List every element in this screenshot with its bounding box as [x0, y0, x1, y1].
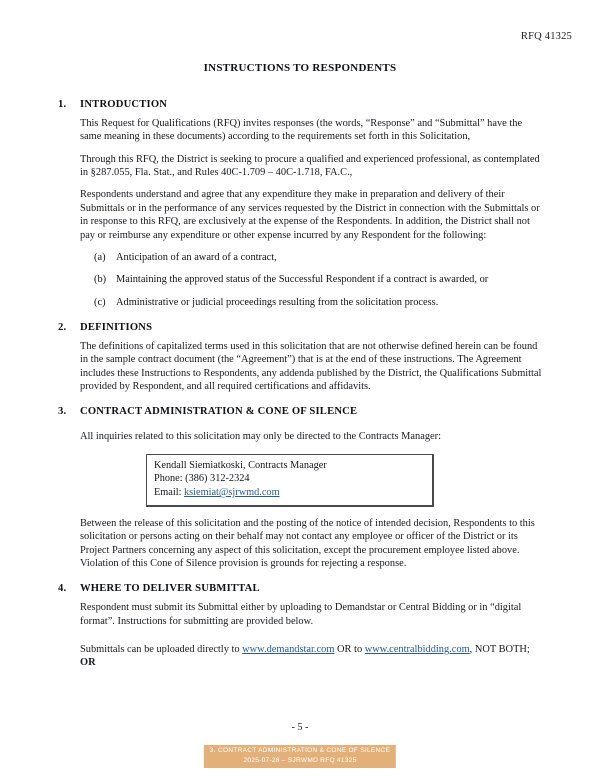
- section-contract-administration: [58, 406, 546, 570]
- section-title: WHERE TO DELIVER SUBMITTAL: [80, 583, 260, 595]
- section-number: 3.: [58, 406, 67, 418]
- upload-bold-tail: OR: [80, 657, 96, 669]
- list-item: [94, 273, 546, 286]
- list-marker: (a): [94, 251, 106, 263]
- upload-instructions: [80, 643, 546, 670]
- lettered-list: [58, 251, 546, 309]
- section-title: CONTRACT ADMINISTRATION & CONE OF SILENCE: [80, 406, 358, 418]
- contact-email-label: Email:: [154, 487, 185, 499]
- paragraph: All inquiries related to this solicitation may only be directed to the Contracts Manager:: [80, 431, 441, 443]
- paragraph: Between the release of this solicitation and the posting of the notice of intended decision, Respondents to this solicitation or persons acting on their behalf may not contact any employee or officer of the District or its Project Partners concerning any aspect of this solicitation, except the procurement employee listed above. Violation of this Cone of Silence provision is grounds for rejecting a response.: [80, 517, 535, 569]
- section-number: 4.: [58, 583, 67, 595]
- list-item-label: Administrative or judicial proceedings resulting from the solicitation process.: [116, 296, 439, 308]
- section-heading: [58, 99, 546, 110]
- section-heading: [58, 322, 546, 333]
- section-where-to-deliver: [58, 583, 546, 669]
- paragraph: Respondents understand and agree that any expenditure they make in preparation and delivery of their Submittals or in the performance of any services requested by the District in connection with the Submittals or in response to this RFQ, are exclusively at the expense of the Respondents. In addition, the District shall not pay or reimburse any expenditure or other expense incurred by any Respondent for the following:: [80, 189, 540, 241]
- paragraph: Respondent must submit its Submittal either by uploading to Demandstar or Central Bidding or in “digital format”. Instructions for submitting are provided below.: [80, 602, 522, 627]
- document-body: [58, 86, 546, 679]
- list-item-label: Maintaining the approved status of the Successful Respondent if a contract is awarded, or: [116, 274, 489, 286]
- contacts-manager-box: [146, 454, 434, 507]
- contact-name: Kendall Siemiatkoski, Contracts Manager: [154, 459, 327, 471]
- list-item-label: Anticipation of an award of a contract,: [116, 251, 277, 263]
- paragraph: The definitions of capitalized terms used in this solicitation that are not otherwise defined herein can be found in the sample contract document (the “Agreement”) that is at the end of these instructions. The Agreement includes these Instructions to Respondents, any addenda published by the District, the Qualifications Submittal provided by Respondent, and all required certifications and affidavits.: [80, 340, 542, 393]
- list-item: [94, 296, 546, 309]
- list-marker: (b): [94, 274, 107, 286]
- section-number: 1.: [58, 99, 67, 110]
- upload-prefix: Submittals can be uploaded directly to: [80, 643, 243, 655]
- header-reference: RFQ 41325: [520, 31, 572, 42]
- contact-email-line: [154, 486, 425, 500]
- section-definitions: [58, 322, 546, 393]
- annotation-badge-subtitle: 2025-07-28 – SJRWMD RFQ 41325: [243, 757, 357, 765]
- demandstar-link[interactable]: www.demandstar.com: [242, 643, 335, 655]
- centralbidding-link[interactable]: www.centralbidding.com: [364, 643, 470, 655]
- annotation-badge-title: 3. CONTRACT ADMINISTRATION & CONE OF SILENCE: [209, 747, 391, 755]
- contact-email-link[interactable]: ksiemiat@sjrwmd.com: [184, 487, 280, 499]
- section-heading: [58, 583, 546, 594]
- paragraph: Through this RFQ, the District is seeking to procure a qualified and experienced professional, as contemplated in §287.055, Fla. Stat., and Rules 40C-1.709 – 40C-1.718, FA.C.,: [80, 153, 540, 179]
- page-title: INSTRUCTIONS TO RESPONDENTS: [203, 62, 397, 74]
- list-item: [94, 251, 546, 264]
- list-marker: (c): [94, 296, 106, 308]
- annotation-badge: [204, 745, 396, 768]
- section-title: INTRODUCTION: [80, 99, 168, 110]
- page-number: - 5 -: [291, 722, 309, 733]
- upload-suffix: , NOT BOTH;: [469, 643, 530, 655]
- paragraph: This Request for Qualifications (RFQ) invites responses (the words, “Response” and “Submittal” have the same meaning in these documents) according to the requirements set forth in this Solicitation,: [80, 118, 523, 143]
- section-introduction: [58, 99, 546, 309]
- section-title: DEFINITIONS: [80, 321, 153, 333]
- upload-middle: OR to: [334, 643, 365, 655]
- section-heading: [58, 406, 546, 417]
- section-number: 2.: [58, 321, 67, 333]
- contact-phone: Phone: (386) 312-2324: [154, 473, 250, 485]
